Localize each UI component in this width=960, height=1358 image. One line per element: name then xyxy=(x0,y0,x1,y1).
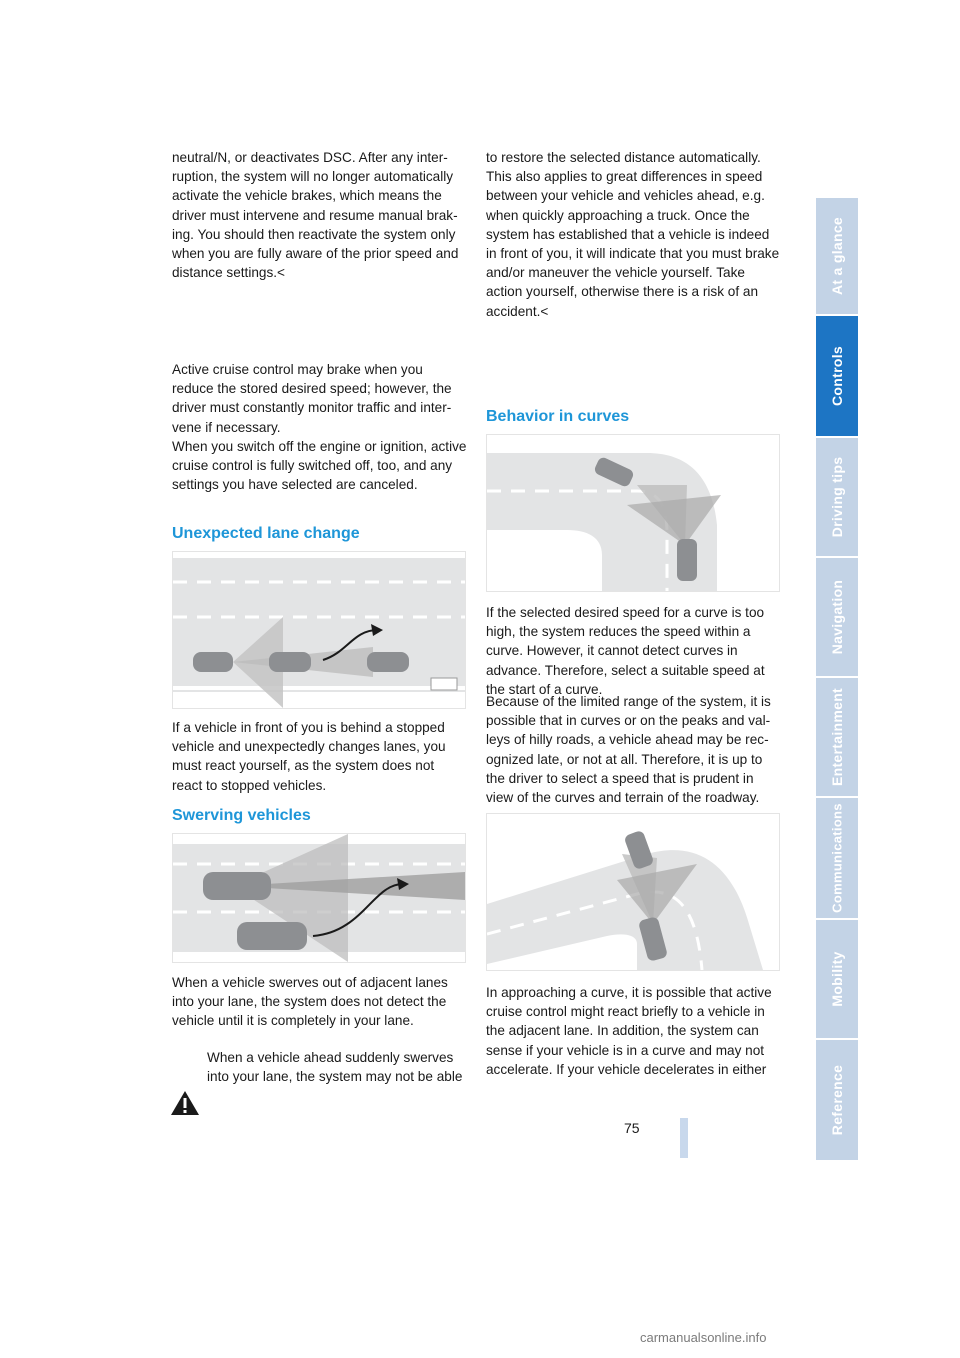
body-paragraph: Because of the limited range of the system, it is possible that in curves or on the peaks and valleys of hilly roads, a vehicle ahead may be recognized late, or not at all. Therefore, it is up to the driver to select a speed that is prudent in view of the curves and terrain of the roadway. xyxy=(486,694,771,806)
body-paragraph: In approaching a curve, it is possible that active cruise control might react briefly to a vehicle in the adjacent lane. In addition, the system can sense if your vehicle is in a curve and may not accelerate. If your vehicle decelerates in either xyxy=(486,985,772,1077)
curve-adjacent-lane-illustration xyxy=(486,813,780,971)
side-tab-entertainment[interactable]: Entertainment xyxy=(816,678,858,796)
side-tab-navigation[interactable]: Navigation xyxy=(816,558,858,676)
watermark: carmanualsonline.info xyxy=(640,1330,767,1345)
side-tab-at-a-glance[interactable]: At a glance xyxy=(816,198,858,314)
body-paragraph: If a vehicle in front of you is behind a stopped vehicle and unexpectedly changes lanes, you must react yourself, as the system does not react to stopped vehicles. xyxy=(172,720,446,793)
page-marker xyxy=(680,1118,688,1158)
swerving-vehicles-illustration xyxy=(172,833,466,963)
curve-behavior-illustration xyxy=(486,434,780,592)
side-tab-communications[interactable]: Communications xyxy=(816,798,858,918)
body-paragraph: to restore the selected distance automatically. This also applies to great differences in speed between your vehicle and vehicles ahead, e.g. when quickly approaching a truck. Once the system has established that a vehicle is indeed in front of you, it will indicate that you must brake and/or maneuver the vehicle yourself. Take action yourself, otherwise there is a risk of an accident.< xyxy=(486,150,780,319)
side-tab-mobility[interactable]: Mobility xyxy=(816,920,858,1038)
body-paragraph: neutral/N, or deactivates DSC. After any interruption, the system will no longer automatically activate the vehicle brakes, which means the driver must intervene and resume manual braking. You should then reactivate the system only when you are fully aware of the prior speed and distance settings.< xyxy=(172,150,459,281)
side-tab-controls[interactable]: Controls xyxy=(816,316,858,436)
section-heading: Swerving vehicles xyxy=(172,807,311,824)
body-paragraph: If the selected desired speed for a curve is too high, the system reduces the speed within a curve. However, it cannot detect curves in advance. Therefore, select a suitable speed at the start of a curve. xyxy=(486,605,765,697)
side-tab-reference[interactable]: Reference xyxy=(816,1040,858,1160)
side-tab-driving-tips[interactable]: Driving tips xyxy=(816,438,858,556)
body-paragraph: When a vehicle swerves out of adjacent lanes into your lane, the system does not detect the vehicle until it is completely in your lane. xyxy=(172,975,448,1029)
warning-icon xyxy=(170,1090,200,1116)
body-paragraph: When you switch off the engine or ignition, active cruise control is fully switched off, too, and any settings you have selected are canceled. xyxy=(172,439,467,493)
lane-change-illustration xyxy=(172,551,466,709)
section-heading: Unexpected lane change xyxy=(172,525,360,542)
page-number: 75 xyxy=(624,1120,640,1136)
body-paragraph: Active cruise control may brake when you reduce the stored desired speed; however, the driver must constantly monitor traffic and intervene if necessary. xyxy=(172,362,452,435)
warning-text: When a vehicle ahead suddenly swerves into your lane, the system may not be able xyxy=(207,1050,463,1085)
section-heading: Behavior in curves xyxy=(486,408,630,425)
